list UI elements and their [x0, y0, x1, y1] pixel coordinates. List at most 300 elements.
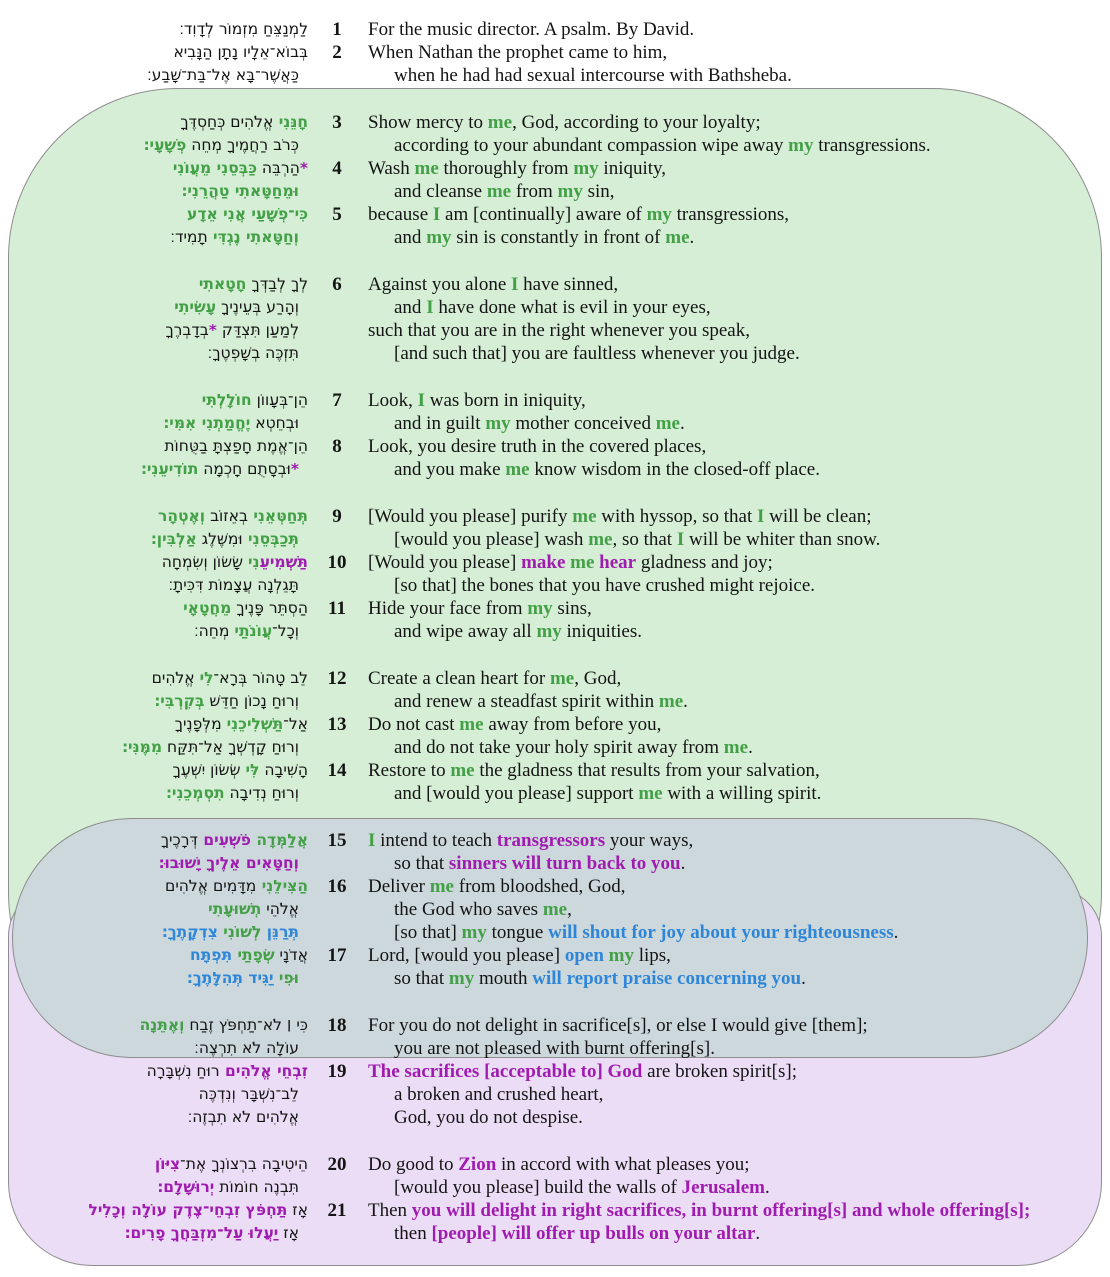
text-segment: דְּרָכֶיךָ: [160, 831, 198, 849]
verse-number: 5: [332, 204, 342, 225]
verse-group-gap: [0, 1129, 1110, 1153]
english-text: [366, 226, 1110, 249]
verse-number: [308, 921, 366, 944]
text-segment: me: [723, 737, 749, 758]
hebrew-text: [0, 620, 308, 643]
text-segment: my: [461, 922, 487, 943]
verse-number: [308, 1037, 366, 1060]
text-segment: iniquity,: [598, 158, 667, 179]
english-text: [366, 64, 1110, 87]
text-segment: sins,: [552, 598, 592, 619]
text-segment: my: [557, 181, 583, 202]
verse-number: [308, 296, 366, 319]
verse-line: [0, 342, 1110, 365]
verse-line: [0, 1176, 1110, 1199]
verse-line: [0, 273, 1110, 296]
verse-line: [0, 18, 1110, 41]
verse-number: [308, 574, 366, 597]
hebrew-text: [0, 41, 308, 64]
text-segment: hear: [599, 552, 637, 573]
hebrew-text: [0, 1083, 308, 1106]
text-segment: Look, you desire truth in the covered places,: [368, 436, 707, 457]
text-segment: intend to teach: [375, 830, 497, 851]
text-segment: The sacrifices [acceptable to] God: [368, 1061, 643, 1082]
text-segment: [and such that] you are faultless whenever you judge.: [394, 343, 800, 364]
english-text: [366, 875, 1110, 898]
text-segment: I: [676, 529, 685, 550]
text-segment: transgressions.: [813, 135, 931, 156]
text-segment: פֹשְׁעִים: [197, 831, 251, 849]
hebrew-text: [0, 1037, 308, 1060]
text-segment: צִדְקָתֶךָ׃: [161, 923, 218, 941]
text-segment: הַסְתֵּר פָּנֶיךָ: [231, 599, 308, 617]
verse-number: 11: [328, 598, 346, 619]
text-segment: תָּגֵלְנָה עֲצָמוֹת דִּכִּיתָ׃: [168, 576, 299, 594]
verse-line: [0, 1199, 1110, 1222]
english-text: [366, 1083, 1110, 1106]
text-segment: have sinned,: [518, 274, 619, 295]
verse-number: 17: [327, 945, 347, 966]
text-segment: אֱלֹהִים: [151, 669, 200, 687]
text-segment: כַּאֲשֶׁר־בָּא אֶל־בַּת־שָׁבַע׃: [147, 66, 299, 84]
text-segment: יֶחֱמַתְנִי אִמִּי׃: [163, 414, 251, 432]
verse-line: [0, 64, 1110, 87]
text-segment: חָנֵּנִי: [273, 113, 308, 131]
hebrew-text: [0, 157, 308, 180]
text-segment: אֱלֹהִים לֹא תִבְזֶה׃: [187, 1108, 299, 1126]
text-segment: Create a clean heart for: [368, 668, 550, 689]
verse-line: [0, 597, 1110, 620]
text-segment: me: [450, 760, 475, 781]
text-segment: רוּחַ נִשְׁבָּרָה: [146, 1062, 220, 1080]
verse-line: [0, 319, 1110, 342]
verse-number: 4: [332, 158, 342, 179]
text-segment: my: [608, 945, 634, 966]
hebrew-text: [0, 342, 308, 365]
text-segment: so that: [394, 968, 449, 989]
text-segment: me: [549, 668, 575, 689]
text-segment: לִּי: [245, 761, 260, 779]
text-segment: עָשִׂיתִי: [174, 298, 217, 316]
text-segment: and: [394, 227, 427, 248]
english-text: [366, 1014, 1110, 1037]
text-segment: Against you alone: [368, 274, 512, 295]
verse-line: [0, 1106, 1110, 1129]
text-segment: me: [542, 899, 568, 920]
hebrew-text: [0, 759, 308, 782]
text-segment: תְּחַטְּאֵנִי: [247, 507, 308, 525]
text-segment: iniquities.: [561, 621, 643, 642]
verse-group-gap: [0, 481, 1110, 505]
text-segment: [so that] the bones that you have crushed might rejoice.: [394, 575, 816, 596]
verse-line: [0, 389, 1110, 412]
text-segment: Do good to: [368, 1154, 459, 1175]
hebrew-text: [0, 829, 308, 852]
text-segment: am [continually] aware of: [440, 204, 647, 225]
text-segment: sinners will turn back to you: [448, 853, 681, 874]
text-segment: הֵן־אֱמֶת חָפַצְתָּ בַטֻּחוֹת: [164, 437, 308, 455]
text-segment: .: [801, 968, 806, 989]
hebrew-text: [0, 64, 308, 87]
verse-line: [0, 111, 1110, 134]
text-segment: I: [432, 204, 441, 225]
text-segment: .: [680, 413, 685, 434]
verse-line: [0, 41, 1110, 64]
text-segment: אָז: [287, 1201, 308, 1219]
verse-line: [0, 1222, 1110, 1245]
text-segment: וְרוּחַ קָדְשְׁךָ אַל־תִּקַּח: [162, 738, 299, 756]
hebrew-text: [0, 1222, 308, 1245]
verse-number: [308, 319, 366, 342]
text-segment: , God, according to your loyalty;: [512, 112, 761, 133]
english-text: [366, 41, 1110, 64]
text-segment: the gladness that results from your salvation,: [474, 760, 820, 781]
english-text: [366, 389, 1110, 412]
hebrew-text: [0, 296, 308, 319]
text-segment: my: [536, 621, 562, 642]
verse-number: 2: [332, 42, 342, 63]
text-segment: thoroughly from: [438, 158, 574, 179]
verse-number: [308, 458, 366, 481]
verse-group-gap: [0, 249, 1110, 273]
text-segment: and: [394, 297, 427, 318]
text-segment: I: [417, 390, 426, 411]
text-segment: my: [426, 227, 452, 248]
english-text: [366, 18, 1110, 41]
text-segment: I: [368, 830, 376, 851]
text-segment: אַל־: [283, 715, 308, 733]
text-segment: אֲלַמְּדָה: [250, 831, 308, 849]
text-segment: transgressors: [496, 830, 606, 851]
verse-number: 21: [327, 1200, 347, 1221]
text-segment: הָשִׁיבָה: [259, 761, 308, 779]
verse-line: [0, 203, 1110, 226]
text-segment: וְהָרַע בְּעֵינֶיךָ: [216, 298, 299, 316]
verse-line: [0, 967, 1110, 990]
verse-line: [0, 574, 1110, 597]
verse-number: [308, 1083, 366, 1106]
hebrew-text: [0, 690, 308, 713]
text-segment: .: [689, 227, 695, 248]
text-segment: עוֹלָה לֹא תִרְצֶה׃: [194, 1039, 299, 1057]
english-text: [366, 574, 1110, 597]
text-segment: תָמִיד׃: [170, 228, 208, 246]
hebrew-text: [0, 1060, 308, 1083]
text-segment: sin is constantly in front of: [451, 227, 666, 248]
text-segment: תִּזְכֶּה בְשָׁפְטֶךָ׃: [207, 344, 299, 362]
verse-line: [0, 435, 1110, 458]
text-segment: me: [505, 459, 530, 480]
verse-line: [0, 1014, 1110, 1037]
verse-line: [0, 1083, 1110, 1106]
verse-number: [308, 528, 366, 551]
text-segment: תַּשְׁמִיעֵ: [259, 553, 308, 571]
text-segment: you will delight in right sacrifices, in burnt offering[s] and whole offering[s];: [411, 1200, 1031, 1221]
english-text: [366, 157, 1110, 180]
text-segment: בְּקִרְבִּי׃: [154, 692, 205, 710]
verse-number: [308, 180, 366, 203]
text-segment: *: [299, 159, 308, 177]
verse-number: 15: [327, 830, 347, 851]
english-text: [366, 412, 1110, 435]
text-segment: my: [573, 158, 599, 179]
text-segment: my: [485, 413, 511, 434]
hebrew-text: [0, 551, 308, 574]
verse-line: [0, 551, 1110, 574]
text-segment: וְכָל־: [272, 622, 299, 640]
hebrew-text: [0, 203, 308, 226]
text-segment: have done what is evil in your eyes,: [433, 297, 711, 318]
text-segment: you are not pleased with burnt offering[s].: [394, 1038, 715, 1059]
text-segment: [Would you please] purify: [368, 506, 573, 527]
text-segment: and renew a steadfast spirit within: [394, 691, 659, 712]
english-text: [366, 551, 1110, 574]
text-segment: I: [511, 274, 519, 295]
verse-line: [0, 1153, 1110, 1176]
text-segment: וּפִי: [273, 969, 299, 987]
text-segment: are broken spirit[s];: [642, 1061, 797, 1082]
english-text: [366, 458, 1110, 481]
text-segment: לְךָ לְבַדְּךָ: [246, 275, 308, 293]
text-segment: Show mercy to: [368, 112, 488, 133]
english-text: [366, 296, 1110, 319]
verse-line: [0, 157, 1110, 180]
hebrew-text: [0, 713, 308, 736]
english-text: [366, 1176, 1110, 1199]
verse-number: 13: [327, 714, 347, 735]
text-segment: me: [572, 506, 597, 527]
text-segment: תִסְמְכֵנִי׃: [166, 784, 225, 802]
text-segment: according to your abundant compassion wipe away: [394, 135, 789, 156]
text-segment: Hide your face from: [368, 598, 528, 619]
text-segment: וְאֶתֵּנָה: [139, 1016, 185, 1034]
text-segment: and you make: [394, 459, 506, 480]
verse-line: [0, 296, 1110, 319]
text-segment: חוֹלָלְתִּי: [201, 391, 252, 409]
text-segment: Then: [368, 1200, 412, 1221]
english-text: [366, 1199, 1110, 1222]
english-text: [366, 713, 1110, 736]
english-text: [366, 180, 1110, 203]
verse-number: [308, 967, 366, 990]
text-segment: in accord with what pleases you;: [496, 1154, 750, 1175]
text-segment: and in guilt: [394, 413, 486, 434]
text-segment: mouth: [474, 968, 533, 989]
text-segment: בְאֵזוֹב: [205, 507, 248, 525]
text-segment: תוֹדִיעֵנִי׃: [141, 460, 199, 478]
text-segment: הַרְבֵּה: [257, 159, 300, 177]
english-text: [366, 273, 1110, 296]
text-segment: me: [414, 158, 439, 179]
text-segment: Wash: [368, 158, 415, 179]
text-segment: מִמֶּנִּי׃: [122, 738, 163, 756]
verse-line: [0, 620, 1110, 643]
english-text: [366, 898, 1110, 921]
verse-number: 10: [327, 552, 347, 573]
hebrew-text: [0, 967, 308, 990]
text-segment: ,: [567, 899, 572, 920]
verse-line: [0, 226, 1110, 249]
verse-line: [0, 736, 1110, 759]
text-segment: וּבְסָתֻם חָכְמָה: [198, 460, 291, 478]
text-segment: such that you are in the right whenever you speak,: [368, 320, 750, 341]
text-segment: חָטָאתִי: [198, 275, 247, 293]
verse-line: [0, 829, 1110, 852]
text-segment: my: [448, 968, 475, 989]
text-segment: וּמִשֶּׁלֶג: [196, 530, 243, 548]
text-segment: תַּחְפֹּץ זִבְחֵי־צֶדֶק עוֹלָה וְכָלִיל: [88, 1201, 288, 1219]
text-segment: me: [570, 552, 595, 573]
verse-number: 6: [332, 274, 342, 295]
verse-group-gap: [0, 87, 1110, 111]
text-segment: .: [893, 922, 899, 943]
verse-number: 8: [332, 436, 342, 457]
text-segment: שְׂשׂוֹן יִשְׁעֶךָ: [172, 761, 246, 779]
text-segment: with a willing spirit.: [662, 783, 822, 804]
text-segment: with hyssop, so that: [596, 506, 757, 527]
text-segment: your ways,: [605, 830, 694, 851]
verse-line: [0, 134, 1110, 157]
hebrew-text: [0, 574, 308, 597]
verse-number: 20: [327, 1154, 347, 1175]
verse-line: [0, 458, 1110, 481]
english-text: [366, 667, 1110, 690]
hebrew-text: [0, 1199, 308, 1222]
english-text: [366, 1037, 1110, 1060]
text-segment: I: [426, 297, 434, 318]
text-segment: מִדָּמִים אֱלֹהִים: [165, 877, 257, 895]
text-segment: , God,: [574, 668, 622, 689]
verse-number: [308, 782, 366, 805]
hebrew-text: [0, 667, 308, 690]
verse-group-gap: [0, 805, 1110, 829]
text-segment: מְחֵה׃: [194, 622, 235, 640]
text-segment: [so that]: [394, 922, 462, 943]
english-text: [366, 1106, 1110, 1129]
text-segment: transgressions,: [671, 204, 790, 225]
text-segment: הֵיטִיבָה בִרְצוֹנְךָ אֶת־: [180, 1155, 308, 1173]
text-segment: make: [521, 552, 566, 573]
hebrew-text: [0, 898, 308, 921]
text-segment: from: [511, 181, 558, 202]
text-segment: me: [665, 227, 690, 248]
text-segment: וְחַטָּאִים אֵלֶיךָ יָשׁוּבוּ׃: [158, 854, 299, 872]
text-segment: וּבְחֵטְא: [250, 414, 299, 432]
text-segment: from bloodshed, God,: [454, 876, 626, 897]
text-segment: מִלְּפָנֶיךָ: [174, 715, 227, 733]
text-segment: תַּשְׁלִיכֵנִי: [226, 715, 284, 733]
text-segment: בְדָבְרֶךָ: [165, 321, 209, 339]
text-segment: me: [638, 783, 663, 804]
text-segment: Deliver: [368, 876, 430, 897]
text-segment: שְׂפָתַי: [232, 946, 275, 964]
text-segment: When Nathan the prophet came to him,: [368, 42, 668, 63]
text-segment: אָז: [278, 1224, 299, 1242]
verse-line: [0, 1060, 1110, 1083]
english-text: [366, 736, 1110, 759]
text-segment: a broken and crushed heart,: [394, 1084, 604, 1105]
text-segment: my: [527, 598, 553, 619]
text-segment: me: [487, 112, 513, 133]
verse-line: [0, 528, 1110, 551]
verse-line: [0, 944, 1110, 967]
verse-group-gap: [0, 643, 1110, 667]
text-segment: יַעֲלוּ עַל־מִזְבַּחֲךָ פָרִים׃: [124, 1224, 279, 1242]
text-segment: .: [683, 691, 688, 712]
english-text: [366, 620, 1110, 643]
text-segment: [Would you please]: [368, 552, 522, 573]
hebrew-text: [0, 1176, 308, 1199]
text-segment: כִּי־פְשָׁעַי אֲנִי אֵדָע: [187, 205, 308, 223]
text-segment: open: [564, 945, 604, 966]
text-segment: לִי: [199, 669, 214, 687]
english-text: [366, 782, 1110, 805]
text-segment: לְמַעַן תִּצְדַּק: [216, 321, 299, 339]
text-segment: and do not take your holy spirit away from: [394, 737, 724, 758]
text-segment: mother conceived: [510, 413, 656, 434]
verse-number: [308, 412, 366, 435]
text-segment: תִּפְתָּח: [190, 946, 233, 964]
text-segment: עֲוֹנֹתַי: [234, 622, 273, 640]
text-segment: my: [788, 135, 814, 156]
verse-line: [0, 782, 1110, 805]
english-text: [366, 967, 1110, 990]
text-segment: Lord, [would you please]: [368, 945, 565, 966]
text-segment: .: [764, 1177, 770, 1198]
hebrew-text: [0, 944, 308, 967]
text-segment: the God who saves: [394, 899, 543, 920]
verse-number: 12: [327, 668, 347, 689]
text-segment: lips,: [633, 945, 671, 966]
verse-number: [308, 64, 366, 87]
text-segment: .: [755, 1223, 761, 1244]
verse-line: [0, 505, 1110, 528]
verse-number: [308, 620, 366, 643]
text-segment: was born in iniquity,: [425, 390, 586, 411]
verse-number: 3: [332, 112, 342, 133]
text-segment: will be clean;: [764, 506, 872, 527]
hebrew-text: [0, 412, 308, 435]
verse-line: [0, 898, 1110, 921]
text-segment: and [would you please] support: [394, 783, 639, 804]
verse-number: 7: [332, 390, 342, 411]
text-segment: me: [588, 529, 613, 550]
text-segment: בְּבוֹא־אֵלָיו נָתָן הַנָּבִיא: [173, 43, 308, 61]
text-segment: , so that: [612, 529, 677, 550]
text-segment: Zion: [458, 1154, 497, 1175]
text-segment: .: [748, 737, 753, 758]
verse-line: [0, 690, 1110, 713]
hebrew-text: [0, 597, 308, 620]
verse-number: [308, 690, 366, 713]
verse-line: [0, 713, 1110, 736]
text-segment: תְשׁוּעָתִי: [208, 900, 262, 918]
text-segment: [would you please] build the walls of: [394, 1177, 682, 1198]
text-segment: לֵב טָהוֹר בְּרָא־: [213, 669, 308, 687]
text-segment: God, you do not despise.: [394, 1107, 583, 1128]
text-segment: my: [646, 204, 672, 225]
text-segment: Do not cast: [368, 714, 460, 735]
text-segment: me: [658, 691, 684, 712]
english-text: [366, 921, 1110, 944]
hebrew-text: [0, 226, 308, 249]
text-segment: אַלְבִּין׃: [151, 530, 197, 548]
english-text: [366, 435, 1110, 458]
english-text: [366, 528, 1110, 551]
text-segment: תְּכַבְּסֵנִי: [242, 530, 299, 548]
english-text: [366, 597, 1110, 620]
hebrew-text: [0, 134, 308, 157]
